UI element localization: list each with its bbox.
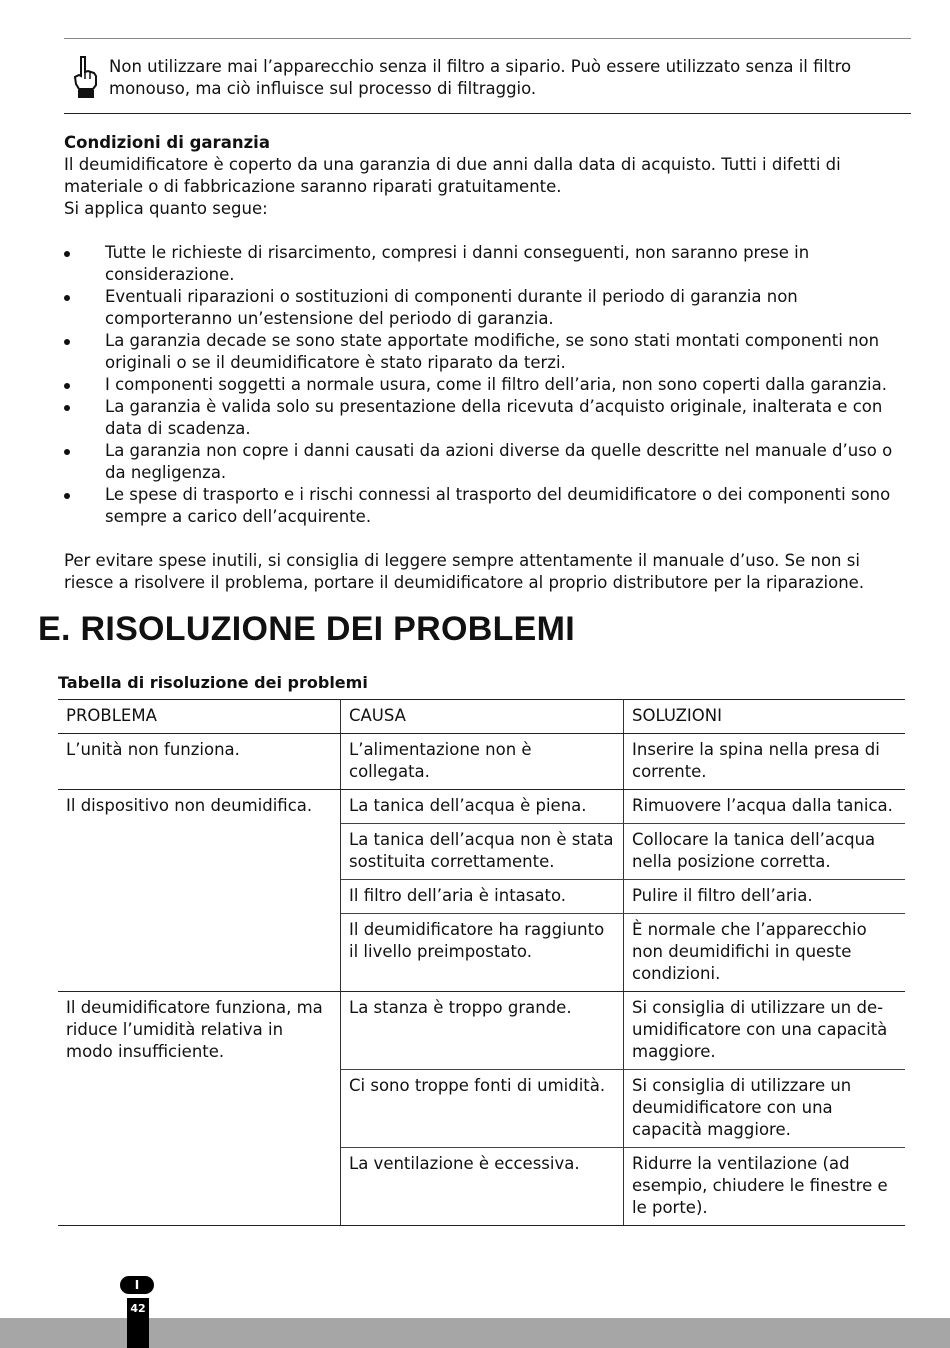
warranty-intro: Il deumidificatore è coperto da una garanzia di due anni dalla data di acquisto. Tutti i difetti di materiale o di fabbricazione saranno riparati gratuitamente. <box>64 155 841 196</box>
page-number: 42 <box>130 1302 146 1315</box>
cause-cell: La tanica dell’acqua è piena. <box>341 790 624 824</box>
list-item: La garanzia non copre i danni causati da azioni diverse da quelle descritte nel manuale d’uso o da negligenza. <box>64 440 914 484</box>
bullet-icon <box>64 493 70 499</box>
table-row <box>58 734 905 790</box>
table-header-row <box>58 700 905 734</box>
table-caption: Tabella di risoluzione dei problemi <box>58 673 368 692</box>
problem-cell: Il dispositivo non deumidifica. <box>58 790 341 992</box>
solution-cell: Si consiglia di utilizzare un deumidificatore con una capacità maggiore. <box>624 1070 906 1148</box>
bullet-icon <box>64 251 70 257</box>
problem-cell: Il deumidificatore funziona, ma riduce l’umidità relativa in modo insufficiente. <box>58 992 341 1226</box>
header-solution: SOLUZIONI <box>624 700 906 734</box>
solution-cell: Pulire il filtro dell’aria. <box>624 880 906 914</box>
solution-cell: Inserire la spina nella presa di corrente. <box>624 734 906 790</box>
bullet-icon <box>64 449 70 455</box>
table-row <box>58 992 905 1070</box>
bullet-icon <box>64 383 70 389</box>
cause-cell: La ventilazione è eccessiva. <box>341 1148 624 1226</box>
section-heading: E. RISOLUZIONE DEI PROBLEMI <box>38 610 576 648</box>
cause-cell: La tanica dell’acqua non è stata sostituita correttamente. <box>341 824 624 880</box>
list-item: La garanzia decade se sono state apportate modifiche, se sono stati montati componenti non originali o se il deumidificatore è stato riparato da terzi. <box>64 330 914 374</box>
warranty-title: Condizioni di garanzia <box>64 133 270 152</box>
pointing-hand-icon <box>72 55 98 99</box>
notice-text: Non utilizzare mai l’apparecchio senza il filtro a sipario. Può essere utilizzato senza il filtro monouso, ma ciò influisce sul processo di filtraggio. <box>109 57 852 98</box>
list-item: Eventuali riparazioni o sostituzioni di componenti durante il periodo di garanzia non comporteranno un’estensione del periodo di garanzia. <box>64 286 914 330</box>
cause-cell: Ci sono troppe fonti di umidità. <box>341 1070 624 1148</box>
cause-cell: L’alimentazione non è collegata. <box>341 734 624 790</box>
troubleshooting-table <box>58 699 905 1226</box>
warranty-list <box>64 242 914 528</box>
bullet-icon <box>64 405 70 411</box>
warranty-section <box>64 132 914 594</box>
language-badge: I <box>120 1276 154 1294</box>
list-item: Tutte le richieste di risarcimento, compresi i danni conseguenti, non saranno prese in considerazione. <box>64 242 914 286</box>
table-row <box>58 790 905 824</box>
safety-notice <box>64 38 911 114</box>
cause-cell: La stanza è troppo grande. <box>341 992 624 1070</box>
bullet-icon <box>64 339 70 345</box>
header-problem: PROBLEMA <box>58 700 341 734</box>
list-item: Le spese di trasporto e i rischi connessi al trasporto del deumidificatore o dei componenti sono sempre a carico dell’acquirente. <box>64 484 914 528</box>
solution-cell: Collocare la tanica dell’acqua nella posizione corretta. <box>624 824 906 880</box>
problem-cell: L’unità non funziona. <box>58 734 341 790</box>
list-item: I componenti soggetti a normale usura, come il filtro dell’aria, non sono coperti dalla garanzia. <box>64 374 914 396</box>
warranty-closing: Per evitare spese inutili, si consiglia di leggere sempre attentamente il manuale d’uso. Se non si riesce a risolvere il problema, portare il deumidificatore al proprio distributore per la riparazione. <box>64 551 865 592</box>
solution-cell: È normale che l’apparecchio non deumidifichi in queste condizioni. <box>624 914 906 992</box>
solution-cell: Si consiglia di utilizzare un de-umidificatore con una capacità maggiore. <box>624 992 906 1070</box>
header-cause: CAUSA <box>341 700 624 734</box>
cause-cell: Il filtro dell’aria è intasato. <box>341 880 624 914</box>
bullet-icon <box>64 295 70 301</box>
cause-cell: Il deumidificatore ha raggiunto il livello preimpostato. <box>341 914 624 992</box>
solution-cell: Ridurre la ventilazione (ad esempio, chiudere le finestre e le porte). <box>624 1148 906 1226</box>
warranty-applies: Si applica quanto segue: <box>64 199 268 218</box>
list-item: La garanzia è valida solo su presentazione della ricevuta d’acquisto originale, inalterata e con data di scadenza. <box>64 396 914 440</box>
solution-cell: Rimuovere l’acqua dalla tanica. <box>624 790 906 824</box>
